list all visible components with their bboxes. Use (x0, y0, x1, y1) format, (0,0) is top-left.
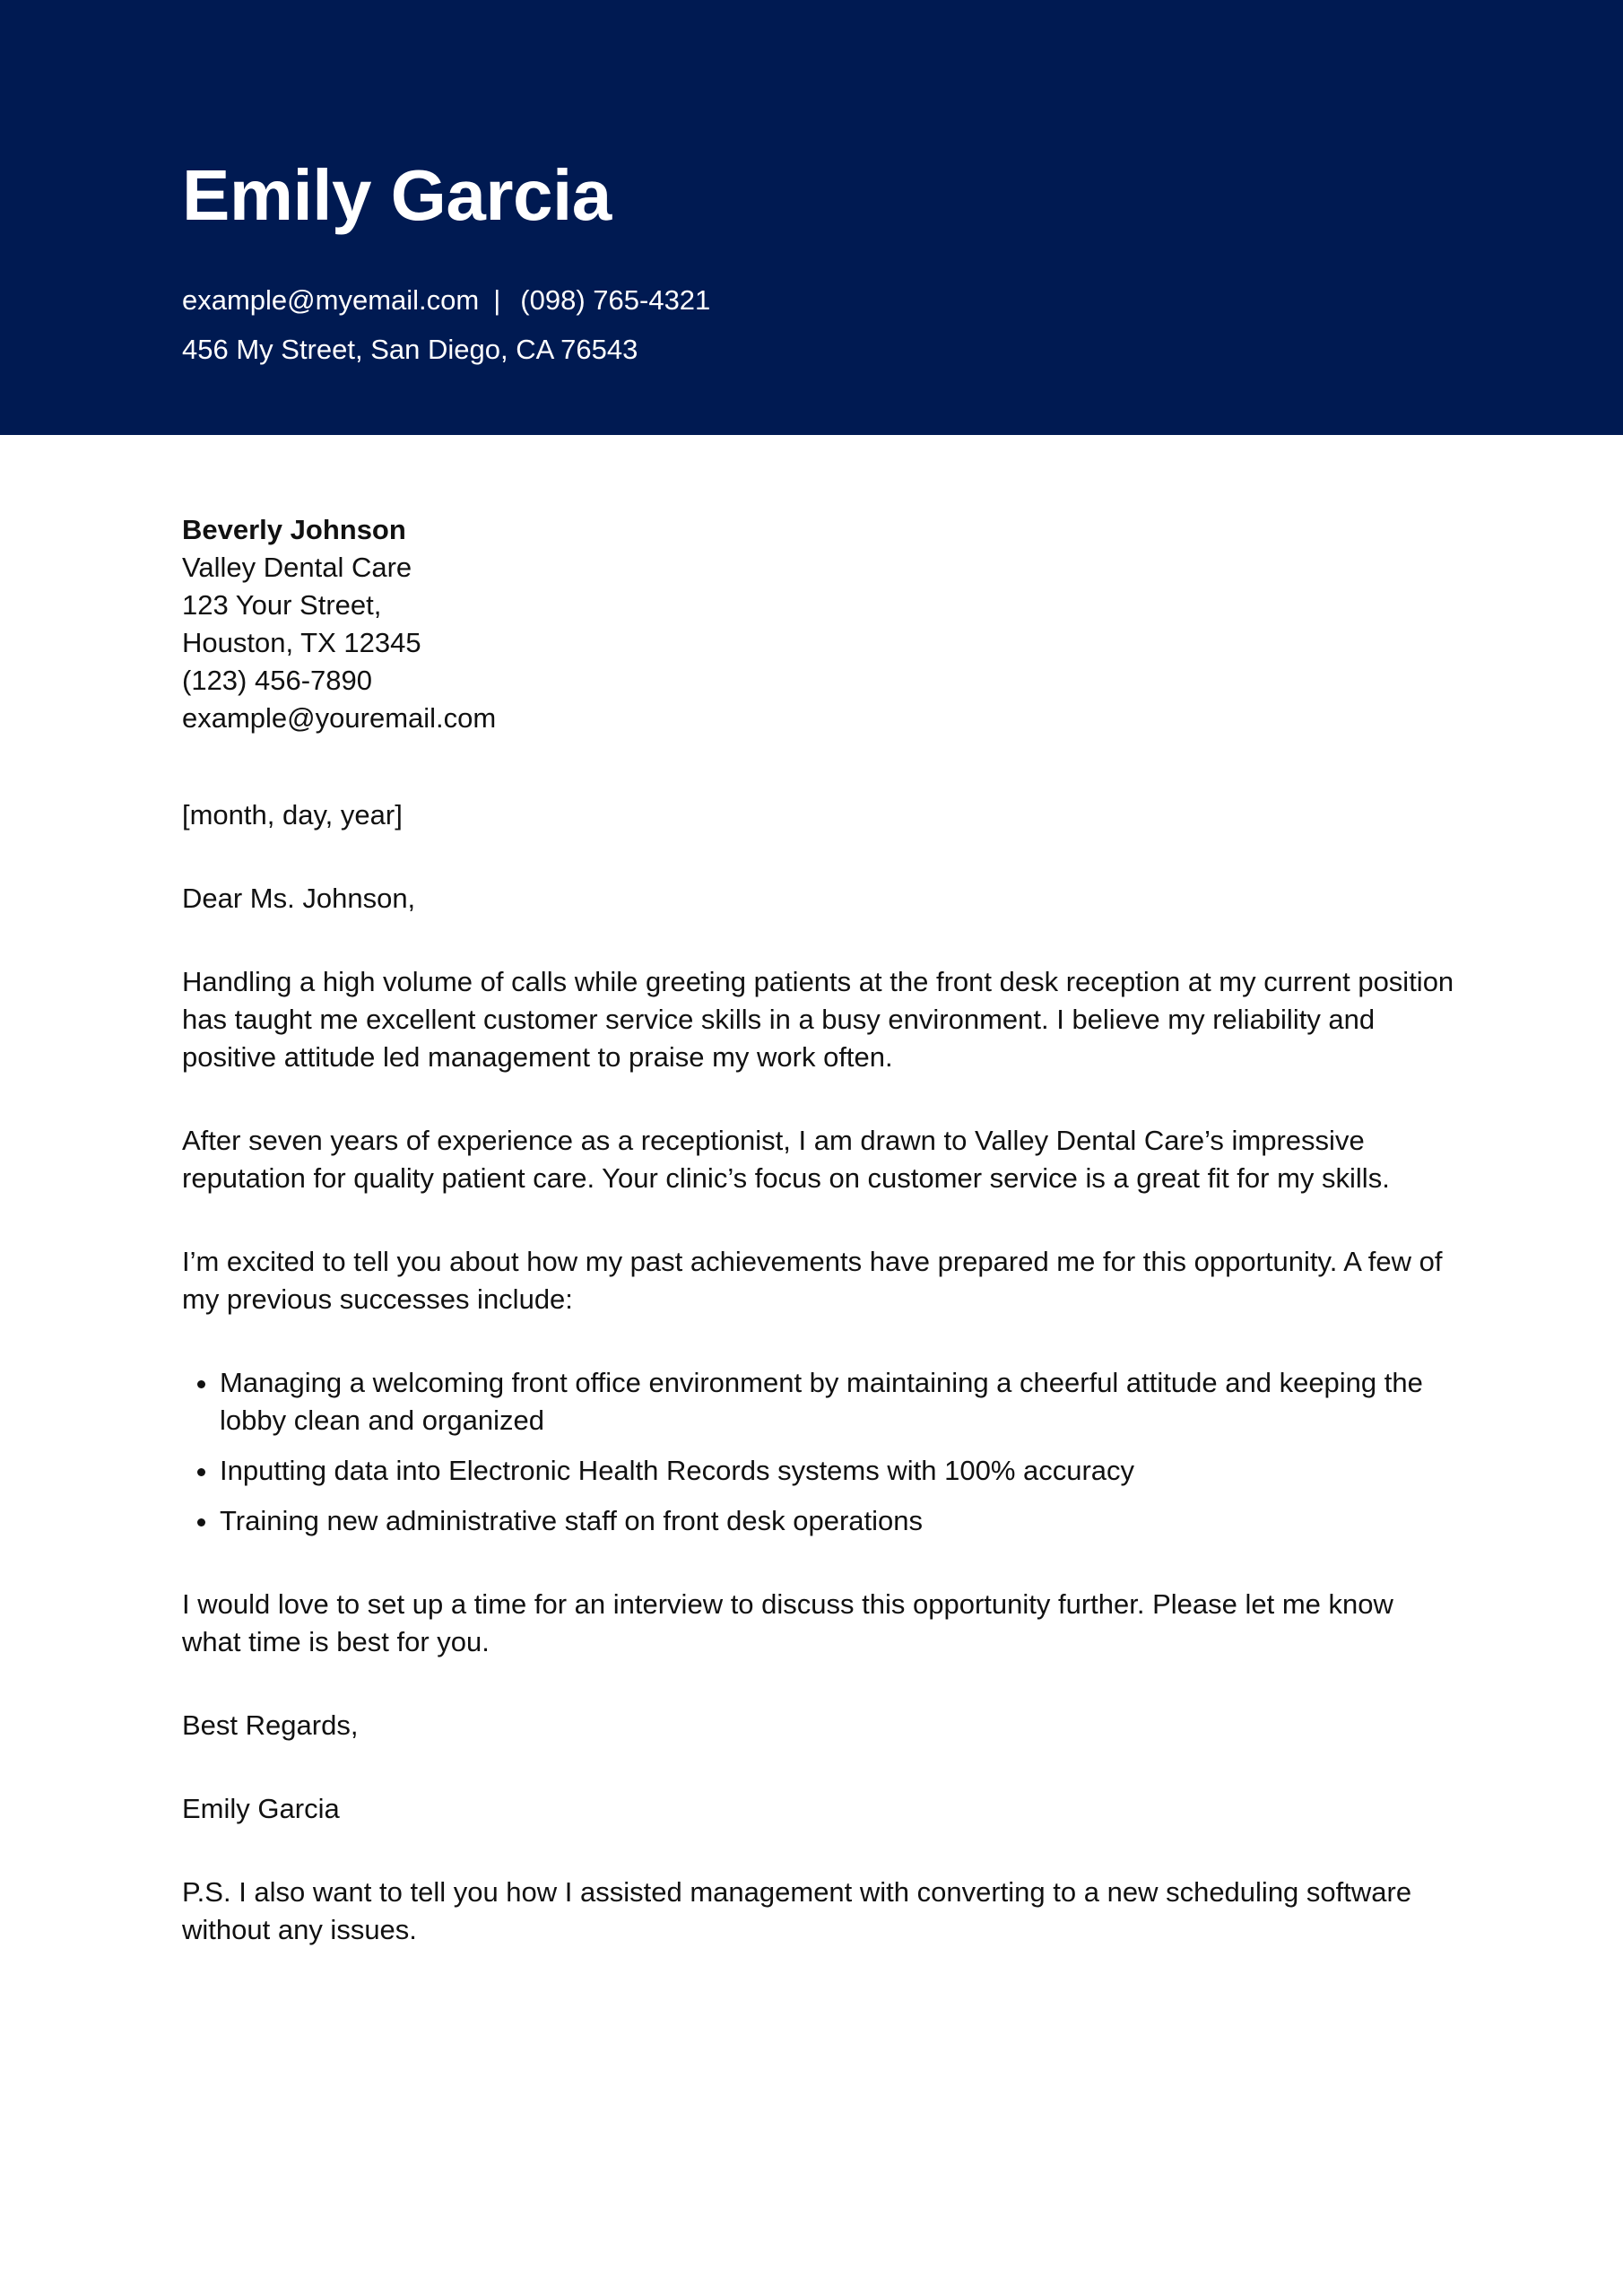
contact-line (182, 286, 710, 314)
paragraph-closing: I would love to set up a time for an interview to discuss this opportunity further. Please let me know what time is best for you. (182, 1588, 1393, 1657)
recipient-email: example@youremail.com (182, 702, 497, 734)
achievement-item: • Inputting data into Electronic Health Records systems with 100% accuracy (220, 1452, 1455, 1490)
signature: Emily Garcia (182, 1793, 340, 1824)
sender-email: example@myemail.com (182, 284, 480, 316)
letter-body (182, 511, 1455, 1949)
letter-date: [month, day, year] (182, 799, 403, 831)
postscript: P.S. I also want to tell you how I assisted management with converting to a new scheduling software without any issues. (182, 1876, 1412, 1945)
achievement-item: • Managing a welcoming front office environment by maintaining a cheerful attitude and keeping the lobby clean and organized (220, 1364, 1455, 1439)
recipient-block (182, 511, 1455, 737)
recipient-name: Beverly Johnson (182, 514, 406, 545)
closing: Best Regards, (182, 1709, 359, 1741)
sender-address: 456 My Street, San Diego, CA 76543 (182, 334, 638, 365)
contact-separator: | (493, 284, 501, 316)
salutation: Dear Ms. Johnson, (182, 883, 416, 914)
achievements-list (182, 1364, 1455, 1540)
paragraph-experience: After seven years of experience as a receptionist, I am drawn to Valley Dental Care’s impressive reputation for quality patient care. Your clinic’s focus on customer service is a great fit for my skills. (182, 1125, 1390, 1194)
recipient-street: 123 Your Street, (182, 589, 382, 621)
sender-name: Emily Garcia (182, 155, 612, 235)
recipient-city: Houston, TX 12345 (182, 627, 421, 658)
sender-phone: (098) 765-4321 (520, 284, 711, 316)
paragraph-intro: Handling a high volume of calls while greeting patients at the front desk reception at my current position has taught me excellent customer service skills in a busy environment. I believe my reliability and positive attitude led management to praise my work often. (182, 966, 1454, 1073)
paragraph-achievements-intro: I’m excited to tell you about how my past achievements have prepared me for this opportunity. A few of my previous successes include: (182, 1246, 1443, 1315)
recipient-company: Valley Dental Care (182, 552, 412, 583)
achievement-item: • Training new administrative staff on front desk operations (220, 1502, 1455, 1540)
recipient-phone: (123) 456-7890 (182, 665, 372, 696)
header-banner (0, 0, 1623, 435)
